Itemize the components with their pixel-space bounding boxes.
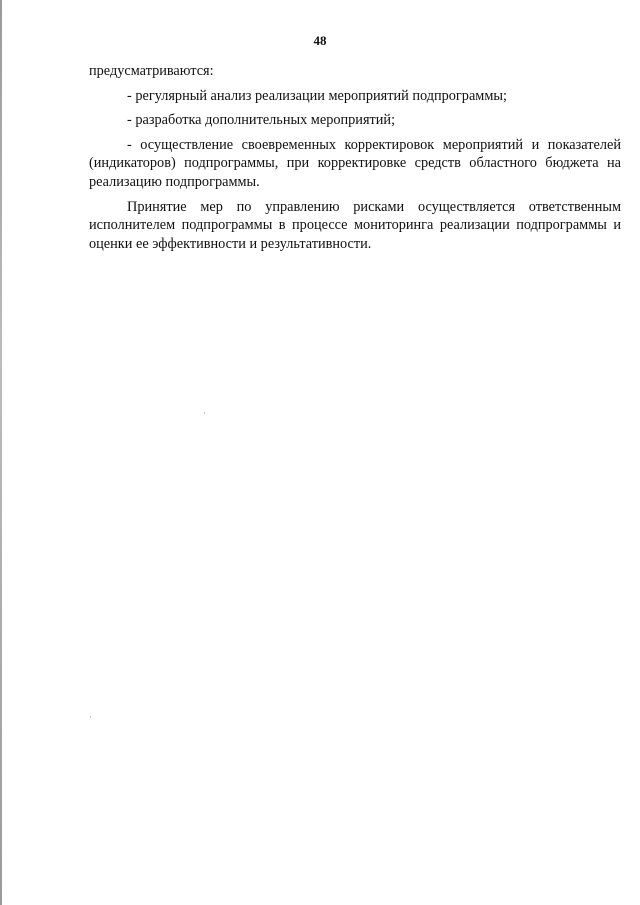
- scan-left-edge: [0, 0, 2, 905]
- bullet-item: - осуществление своевременных корректировок мероприятий и показателей (индикаторов) подпрограммы, при корректировке средств областного бюджета на реализацию подпрограммы.: [89, 136, 621, 190]
- document-body: [89, 62, 621, 259]
- scan-speck: [90, 716, 91, 718]
- body-paragraph: Принятие мер по управлению рисками осуществляется ответственным исполнителем подпрограммы в процессе мониторинга реализации подпрограммы и оценки ее эффективности и результативности.: [89, 198, 621, 252]
- page-number: 48: [313, 33, 327, 48]
- bullet-item: - разработка дополнительных мероприятий;: [127, 112, 396, 129]
- bullet-item: - регулярный анализ реализации мероприятий подпрограммы;: [127, 87, 507, 104]
- lead-line: предусматриваются:: [89, 63, 214, 79]
- scan-speck: [204, 412, 205, 414]
